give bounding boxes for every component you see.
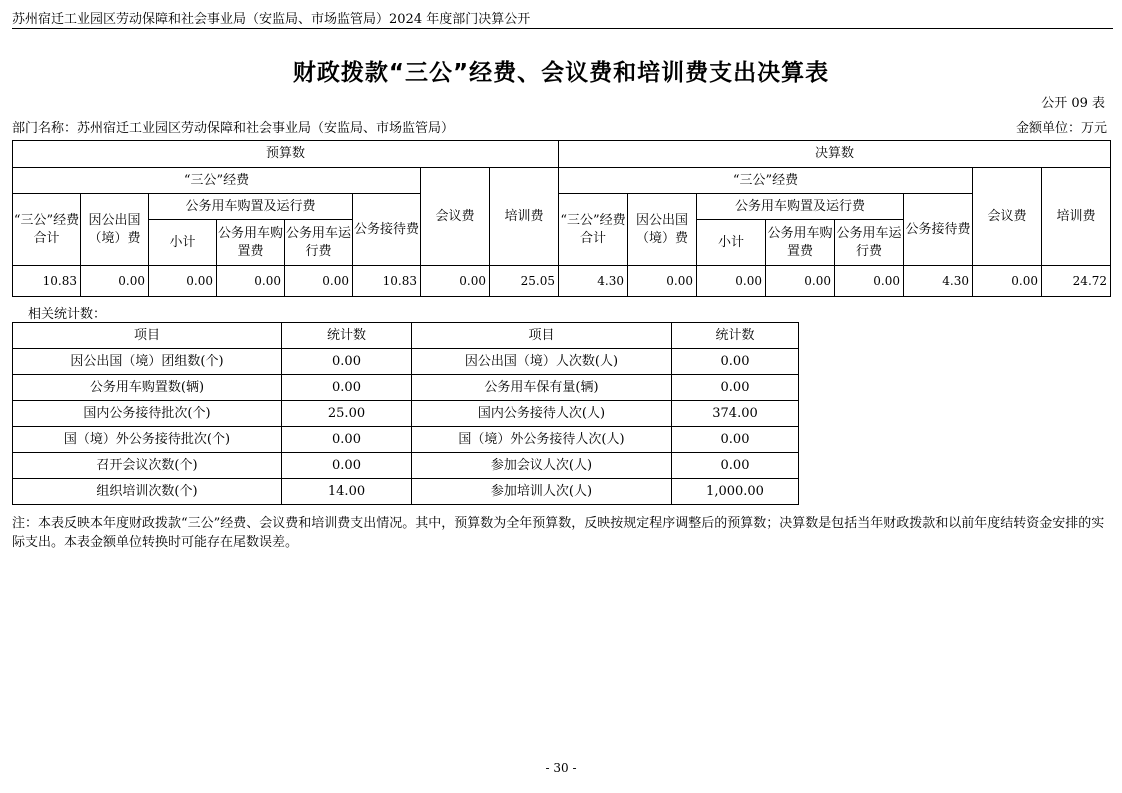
header-rule — [12, 28, 1113, 29]
stats-value: 374.00 — [672, 401, 799, 427]
value-cell: 10.83 — [13, 266, 81, 297]
values-row — [13, 266, 1111, 297]
value-cell: 0.00 — [81, 266, 149, 297]
value-cell: 25.05 — [490, 266, 559, 297]
footnote: 注：本表反映本年度财政拨款“三公”经费、会议费和培训费支出情况。其中，预算数为全年预算数，反映按规定程序调整后的预算数；决算数是包括当年财政拨款和以前年度结转资金安排的实际支出。本表金额单位转换时可能存在尾数误差。 — [12, 516, 1105, 550]
budget-operation-header: 公务用车运行费 — [285, 220, 353, 266]
table-row — [13, 479, 799, 505]
value-cell: 0.00 — [766, 266, 835, 297]
table-row — [13, 401, 799, 427]
page-header: 苏州宿迁工业园区劳动保障和社会事业局（安监局、市场监管局）2024 年度部门决算公开 — [12, 12, 531, 27]
value-cell: 0.00 — [421, 266, 490, 297]
stats-item: 组织培训次数(个) — [13, 479, 282, 505]
value-cell: 0.00 — [217, 266, 285, 297]
budget-purchase-header: 公务用车购置费 — [217, 220, 285, 266]
stats-value: 25.00 — [282, 401, 412, 427]
stats-value: 0.00 — [672, 427, 799, 453]
final-header: 决算数 — [559, 141, 1111, 168]
stats-item: 参加培训人次(人) — [412, 479, 672, 505]
final-subtotal-header: 小计 — [697, 220, 766, 266]
budget-abroad-header: 因公出国（境）费 — [81, 194, 149, 266]
dept-row — [12, 117, 1107, 136]
value-cell: 0.00 — [973, 266, 1042, 297]
stats-value: 0.00 — [672, 349, 799, 375]
value-cell: 0.00 — [697, 266, 766, 297]
budget-sangong-header: “三公”经费 — [13, 168, 421, 194]
page-number: - 30 - — [545, 761, 577, 775]
stats-value: 0.00 — [282, 453, 412, 479]
final-total-header: “三公”经费合计 — [559, 194, 628, 266]
table-row — [13, 375, 799, 401]
value-cell: 0.00 — [628, 266, 697, 297]
stats-item: 国（境）外公务接待人次(人) — [412, 427, 672, 453]
stats-item: 国内公务接待人次(人) — [412, 401, 672, 427]
table-row — [13, 453, 799, 479]
page-title: 财政拨款“三公”经费、会议费和培训费支出决算表 — [292, 60, 830, 86]
stats-header-cell: 项目 — [13, 323, 282, 349]
value-cell: 4.30 — [904, 266, 973, 297]
value-cell: 0.00 — [149, 266, 217, 297]
stats-value: 0.00 — [672, 375, 799, 401]
budget-header: 预算数 — [13, 141, 559, 168]
stats-value: 0.00 — [282, 349, 412, 375]
dept-label: 部门名称：苏州宿迁工业园区劳动保障和社会事业局（安监局、市场监管局） — [12, 121, 455, 136]
stats-label: 相关统计数： — [28, 307, 107, 322]
stats-header-cell: 统计数 — [282, 323, 412, 349]
value-cell: 4.30 — [559, 266, 628, 297]
stats-item: 因公出国（境）团组数(个) — [13, 349, 282, 375]
value-cell: 0.00 — [835, 266, 904, 297]
budget-training-header: 培训费 — [490, 168, 559, 266]
budget-subtotal-header: 小计 — [149, 220, 217, 266]
stats-table — [12, 322, 799, 505]
stats-item: 参加会议人次(人) — [412, 453, 672, 479]
table-row — [13, 349, 799, 375]
budget-total-header: “三公”经费合计 — [13, 194, 81, 266]
unit-label: 金额单位：万元 — [1015, 121, 1107, 136]
final-meeting-header: 会议费 — [973, 168, 1042, 266]
stats-value: 0.00 — [672, 453, 799, 479]
stats-item: 召开会议次数(个) — [13, 453, 282, 479]
stats-header-cell: 项目 — [412, 323, 672, 349]
stats-item: 国（境）外公务接待批次(个) — [13, 427, 282, 453]
stats-header-row — [13, 323, 799, 349]
final-reception-header: 公务接待费 — [904, 194, 973, 266]
stats-item: 公务用车保有量(辆) — [412, 375, 672, 401]
value-cell: 0.00 — [285, 266, 353, 297]
value-cell: 10.83 — [353, 266, 421, 297]
stats-item: 公务用车购置数(辆) — [13, 375, 282, 401]
budget-reception-header: 公务接待费 — [353, 194, 421, 266]
final-vehicle-header: 公务用车购置及运行费 — [697, 194, 904, 220]
table-number: 公开 09 表 — [1041, 96, 1105, 111]
final-purchase-header: 公务用车购置费 — [766, 220, 835, 266]
stats-header-cell: 统计数 — [672, 323, 799, 349]
expense-table — [12, 140, 1111, 297]
table-row — [13, 427, 799, 453]
budget-vehicle-header: 公务用车购置及运行费 — [149, 194, 353, 220]
value-cell: 24.72 — [1042, 266, 1111, 297]
final-operation-header: 公务用车运行费 — [835, 220, 904, 266]
budget-meeting-header: 会议费 — [421, 168, 490, 266]
stats-value: 14.00 — [282, 479, 412, 505]
final-abroad-header: 因公出国（境）费 — [628, 194, 697, 266]
stats-value: 0.00 — [282, 427, 412, 453]
final-training-header: 培训费 — [1042, 168, 1111, 266]
stats-value: 0.00 — [282, 375, 412, 401]
stats-item: 因公出国（境）人次数(人) — [412, 349, 672, 375]
stats-value: 1,000.00 — [672, 479, 799, 505]
final-sangong-header: “三公”经费 — [559, 168, 973, 194]
stats-item: 国内公务接待批次(个) — [13, 401, 282, 427]
